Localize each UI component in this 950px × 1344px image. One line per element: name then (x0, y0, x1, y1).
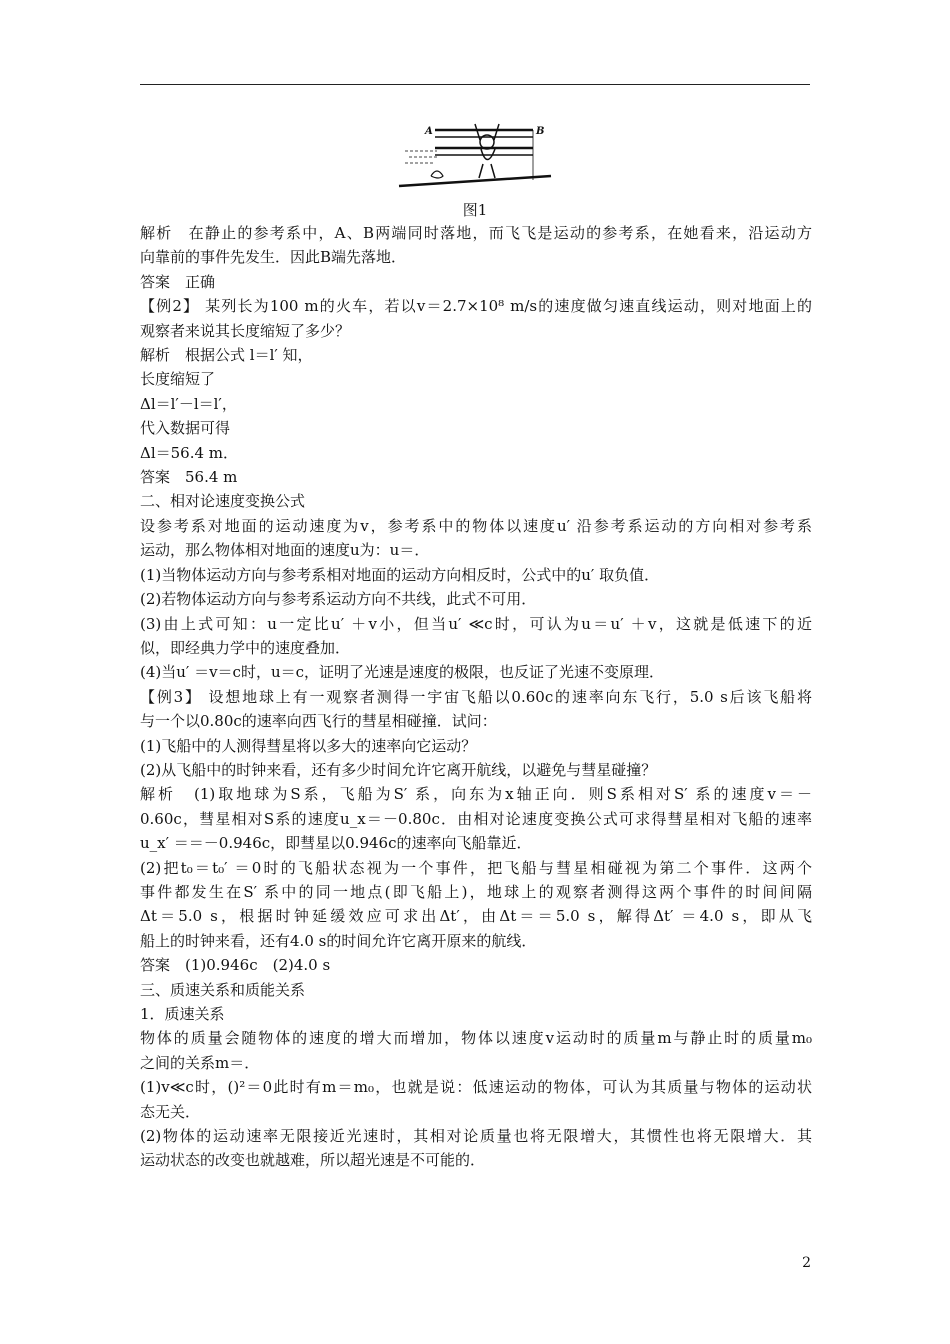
text-line: 解析 在静止的参考系中，A、B两端同时落地，而飞飞是运动的参考系，在她看来，沿运动方 (140, 224, 812, 242)
text-line: (2)从飞船中的时钟来看，还有多少时间允许它离开航线，以避免与彗星碰撞？ (140, 760, 657, 779)
text-line: (1)v≪c时，()²＝0此时有m＝m₀，也就是说：低速运动的物体，可认为其质量与物体的运动状 (140, 1078, 812, 1097)
text-line: 设参考系对地面的运动速度为v，参考系中的物体以速度u′ 沿参考系运动的方向相对参考系 (140, 516, 812, 535)
text-line: 代入数据可得 (140, 419, 231, 438)
text-line: Δl＝l′－l＝l′， (140, 394, 237, 413)
header-rule (140, 84, 810, 85)
text-line: 事件都发生在S′ 系中的同一地点(即飞船上)，地球上的观察者测得这两个事件的时间间隔 (140, 882, 812, 901)
text-line: 态无关． (140, 1102, 201, 1121)
text-line: 解析 (1)取地球为S系，飞船为S′ 系，向东为x轴正向．则S系相对S′ 系的速度v＝－ (140, 785, 812, 804)
example-2-line: 【例2】 某列长为100 m的火车，若以v＝2.7×10⁸ m/s的速度做匀速直线运动，则对地面上的 (140, 297, 812, 316)
text-line: (1)当物体运动方向与参考系相对地面的运动方向相反时，公式中的u′ 取负值． (140, 565, 660, 584)
subsection-heading: 1．质速关系 (140, 1005, 225, 1023)
text-line: 长度缩短了 (140, 370, 216, 389)
answer-line: 答案 (1)0.946c (2)4.0 s (140, 956, 331, 975)
text-line: 运动状态的改变也就越难，所以超光速是不可能的． (140, 1151, 486, 1170)
section-heading: 二、相对论速度变换公式 (140, 492, 306, 511)
text-line: (2)若物体运动方向与参考系运动方向不共线，此式不可用． (140, 590, 537, 609)
text-line: (2)把t₀＝t₀′ ＝0时的飞船状态视为一个事件，把飞船与彗星相碰视为第二个事件．这两个 (140, 858, 812, 877)
text-line: 船上的时钟来看，还有4.0 s的时间允许它离开原来的航线． (140, 931, 537, 950)
figure-label-b: B (536, 126, 545, 137)
text-line: 观察者来说其长度缩短了多少？ (140, 321, 351, 340)
figure-caption: 图1 (462, 201, 488, 219)
example-3-line: 【例3】 设想地球上有一观察者测得一宇宙飞船以0.60c的速率向东飞行，5.0 s后该飞船将 (140, 687, 812, 706)
answer-line: 答案 正确 (140, 272, 216, 291)
text-line: 与一个以0.80c的速率向西飞行的彗星相碰撞．试问： (140, 712, 497, 731)
text-line: (4)当u′ ＝v＝c时，u＝c，证明了光速是速度的极限，也反证了光速不变原理． (140, 663, 665, 682)
text-line: 向靠前的事件先发生．因此B端先落地． (140, 248, 407, 267)
text-line: 似，即经典力学中的速度叠加． (140, 638, 351, 657)
text-line: (1)飞船中的人测得彗星将以多大的速率向它运动？ (140, 736, 477, 755)
text-line: 物体的质量会随物体的速度的增大而增加，物体以速度v运动时的质量m与静止时的质量m₀ (140, 1029, 812, 1048)
text-line: 0.60c，彗星相对S系的速度u_x＝－0.80c．由相对论速度变换公式可求得彗星相对飞船的速率 (140, 809, 812, 828)
answer-line: 答案 56.4 m (140, 468, 238, 487)
section-heading: 三、质速关系和质能关系 (140, 980, 306, 999)
text-line: 之间的关系m＝． (140, 1053, 260, 1072)
document-body (140, 221, 812, 1173)
figure-1-illustration (395, 120, 555, 192)
text-line: u_x′ ＝＝－0.946c，即彗星以0.946c的速率向飞船靠近． (140, 834, 532, 853)
text-line: (2)物体的运动速率无限接近光速时，其相对论质量也将无限增大，其惯性也将无限增大．其 (140, 1127, 812, 1146)
figure-label-a: A (425, 126, 433, 137)
page-number: 2 (802, 1255, 811, 1271)
text-line: 运动，那么物体相对地面的速度u为：u＝． (140, 541, 430, 560)
text-line: 解析 根据公式 l＝l′ 知， (140, 346, 313, 365)
text-line: Δl＝56.4 m． (140, 443, 239, 462)
text-line: (3)由上式可知：u一定比u′ ＋v小，但当u′ ≪c时，可认为u＝u′ ＋v，这就是低速下的近 (140, 614, 812, 633)
text-line: Δt＝5.0 s，根据时钟延缓效应可求出Δt′，由Δt＝＝5.0 s，解得Δt′ ＝4.0 s，即从飞 (140, 907, 812, 926)
